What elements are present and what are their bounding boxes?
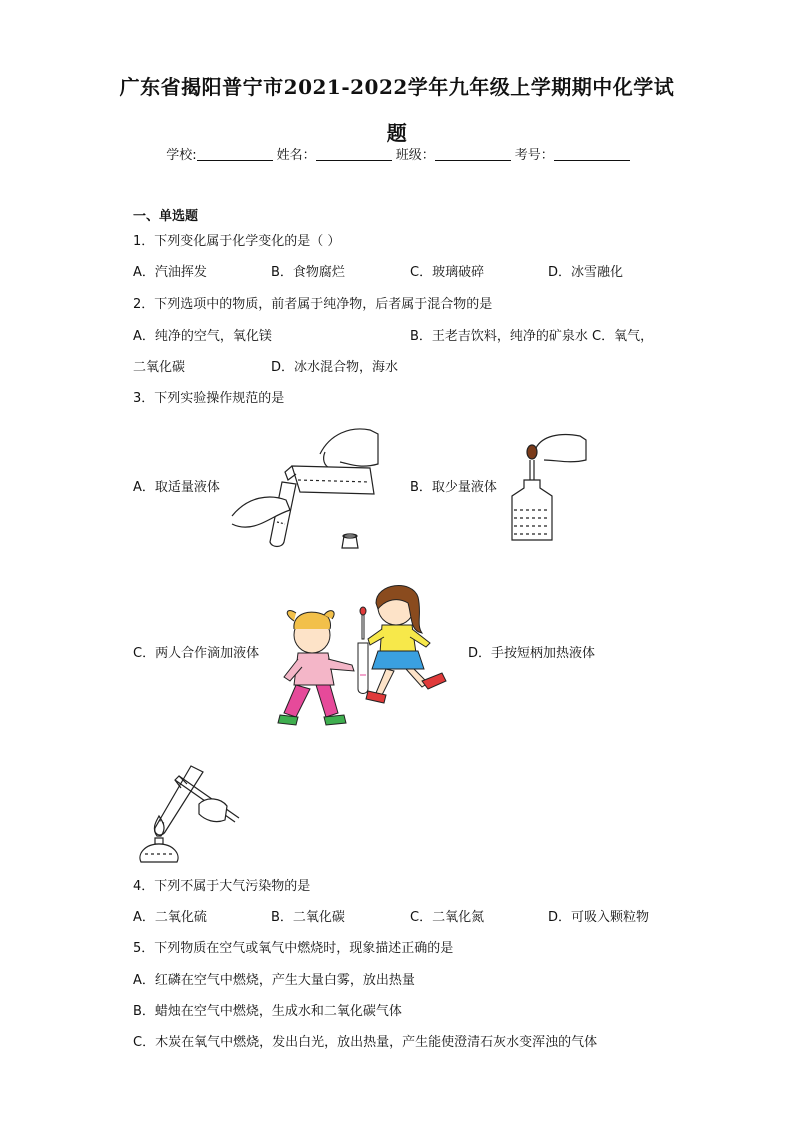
q4-option-d: D．可吸入颗粒物 bbox=[548, 910, 650, 925]
student-info-line bbox=[150, 144, 650, 163]
figure-heat-test-tube bbox=[135, 758, 240, 866]
class-label: 班级： bbox=[395, 148, 435, 163]
section-title: 一、单选题 bbox=[133, 209, 199, 224]
q2-option-bc: B．王老吉饮料，纯净的矿泉水 C．氧气， bbox=[410, 329, 654, 344]
name-label: 姓名： bbox=[276, 148, 316, 163]
q5-stem: 5．下列物质在空气或氧气中燃烧时，现象描述正确的是 bbox=[133, 941, 454, 956]
q4-option-c: C．二氧化氮 bbox=[410, 910, 485, 925]
q3-option-b: B．取少量液体 bbox=[410, 480, 497, 495]
q4-option-a: A．二氧化硫 bbox=[133, 910, 207, 925]
q3-stem: 3．下列实验操作规范的是 bbox=[133, 391, 285, 406]
number-blank[interactable] bbox=[554, 148, 630, 161]
q1-stem: 1．下列变化属于化学变化的是（ ） bbox=[133, 234, 341, 249]
figure-two-children bbox=[272, 573, 450, 729]
class-blank[interactable] bbox=[435, 148, 511, 161]
q1-option-d: D．冰雪融化 bbox=[548, 265, 624, 280]
q1-option-b: B．食物腐烂 bbox=[271, 265, 345, 280]
q3-option-c: C．两人合作滴加液体 bbox=[133, 646, 260, 661]
document-title bbox=[100, 64, 694, 156]
figure-pour-liquid bbox=[230, 424, 380, 554]
q3-option-d: D．手按短柄加热液体 bbox=[468, 646, 596, 661]
q1-option-c: C．玻璃破碎 bbox=[410, 265, 485, 280]
q2-option-d: D．冰水混合物，海水 bbox=[271, 360, 399, 375]
school-label: 学校: bbox=[166, 148, 197, 163]
number-label: 考号： bbox=[514, 148, 554, 163]
q4-stem: 4．下列不属于大气污染物的是 bbox=[133, 879, 311, 894]
school-blank[interactable] bbox=[197, 148, 273, 161]
q5-option-a: A．红磷在空气中燃烧，产生大量白雾，放出热量 bbox=[133, 973, 415, 988]
q2-option-c-cont: 二氧化碳 bbox=[133, 360, 186, 375]
name-blank[interactable] bbox=[316, 148, 392, 161]
q1-option-a: A．汽油挥发 bbox=[133, 265, 207, 280]
title-line-1: 广东省揭阳普宁市2021-2022学年九年级上学期期中化学试 bbox=[119, 75, 675, 99]
q2-option-a: A．纯净的空气，氧化镁 bbox=[133, 329, 272, 344]
figure-dropper-bottle bbox=[508, 430, 588, 545]
q5-option-b: B．蜡烛在空气中燃烧，生成水和二氧化碳气体 bbox=[133, 1004, 402, 1019]
q3-option-a: A．取适量液体 bbox=[133, 480, 220, 495]
q2-stem: 2．下列选项中的物质，前者属于纯净物，后者属于混合物的是 bbox=[133, 297, 493, 312]
title-line-2: 题 bbox=[386, 121, 408, 145]
q4-option-b: B．二氧化碳 bbox=[271, 910, 345, 925]
q5-option-c: C．木炭在氧气中燃烧，发出白光，放出热量，产生能使澄清石灰水变浑浊的气体 bbox=[133, 1035, 598, 1050]
